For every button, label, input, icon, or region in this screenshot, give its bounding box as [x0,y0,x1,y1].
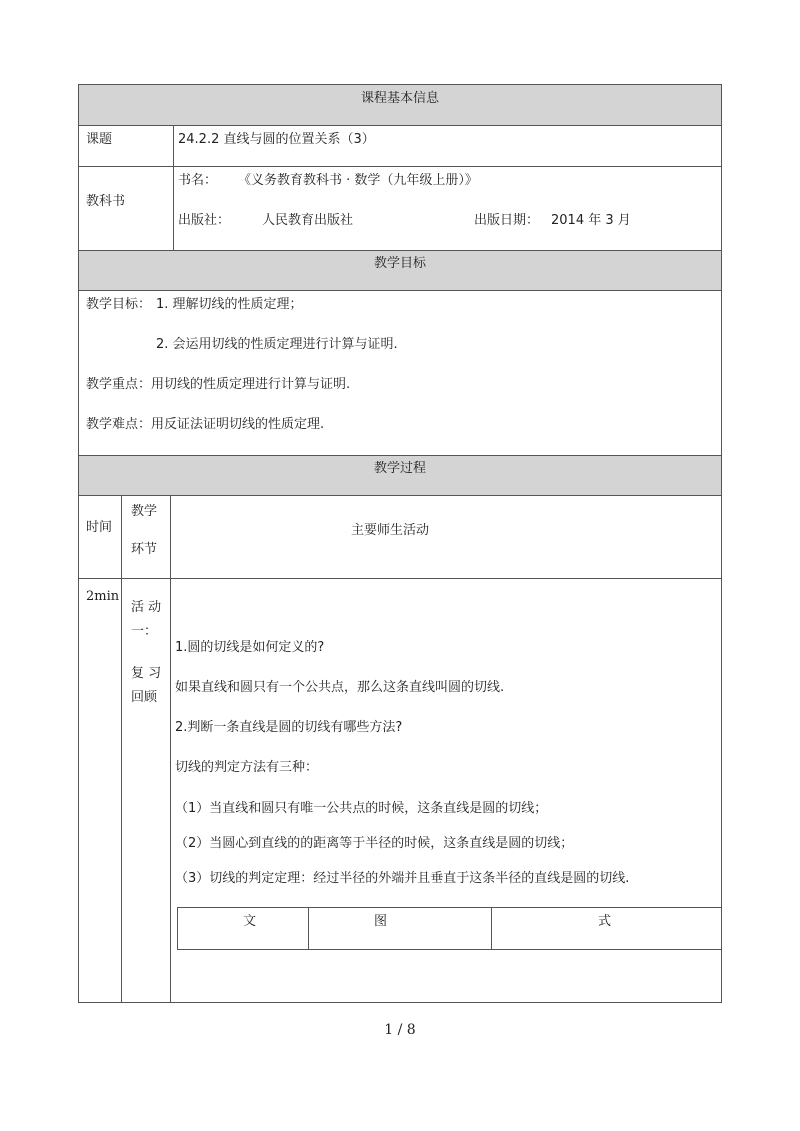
course-info-title: 课程基本信息 [360,91,439,106]
page-number: 1 / 8 [384,1022,416,1038]
question-2: 2.判断一条直线是圆的切线有哪些方法? [175,720,403,735]
col-time-header: 时间 [86,520,113,535]
answer-2-intro: 切线的判定方法有三种： [175,760,319,775]
goals-title: 教学目标 [373,256,426,271]
topic-value: 24.2.2 直线与圆的位置关系（3） [178,132,375,147]
process-title: 教学过程 [373,461,426,476]
row-stage-line1: 活 动 [131,600,162,615]
col-stage-header-line2: 环节 [131,542,158,557]
answer-1: 如果直线和圆只有一个公共点，那么这条直线叫圆的切线. [175,680,505,695]
method-3: （3）切线的判定定理：经过半径的外端并且垂直于这条半径的直线是圆的切线. [175,871,630,886]
goal-label: 教学目标： [86,297,152,312]
col-stage-header-line1: 教学 [131,504,158,519]
row-stage-line3: 复 习 [131,666,162,681]
difficulty-point: 教学难点：用反证法证明切线的性质定理. [86,417,325,432]
row-time: 2min [86,589,120,604]
topic-label: 课题 [86,132,113,147]
publish-date-label: 出版日期： [474,213,540,228]
book-name-value: 《义务教育教科书 · 数学（九年级上册）》 [238,173,478,188]
key-point: 教学重点：用切线的性质定理进行计算与证明. [86,377,351,392]
row-stage-line2: 一： [131,624,158,639]
publisher-value: 人民教育出版社 [262,213,354,228]
col-activity-header: 主要师生活动 [350,523,429,538]
inner-table [177,907,722,950]
goal-item-2: 2. 会运用切线的性质定理进行计算与证明. [156,337,398,352]
goal-item-1: 1. 理解切线的性质定理； [156,297,303,312]
inner-col-text: 文 [243,914,257,929]
publish-date-value: 2014 年 3 月 [551,213,631,228]
method-2: （2）当圆心到直线的的距离等于半径的时候，这条直线是圆的切线； [175,836,574,851]
publisher-label: 出版社： [178,213,231,228]
book-name-label: 书名： [178,173,218,188]
row-stage-line4: 回顾 [131,690,158,705]
question-1: 1.圆的切线是如何定义的? [175,640,325,655]
inner-col-formula: 式 [598,914,612,929]
textbook-label: 教科书 [86,194,126,209]
method-1: （1）当直线和圆只有唯一公共点的时候，这条直线是圆的切线； [175,801,548,816]
inner-col-figure: 图 [374,914,388,929]
